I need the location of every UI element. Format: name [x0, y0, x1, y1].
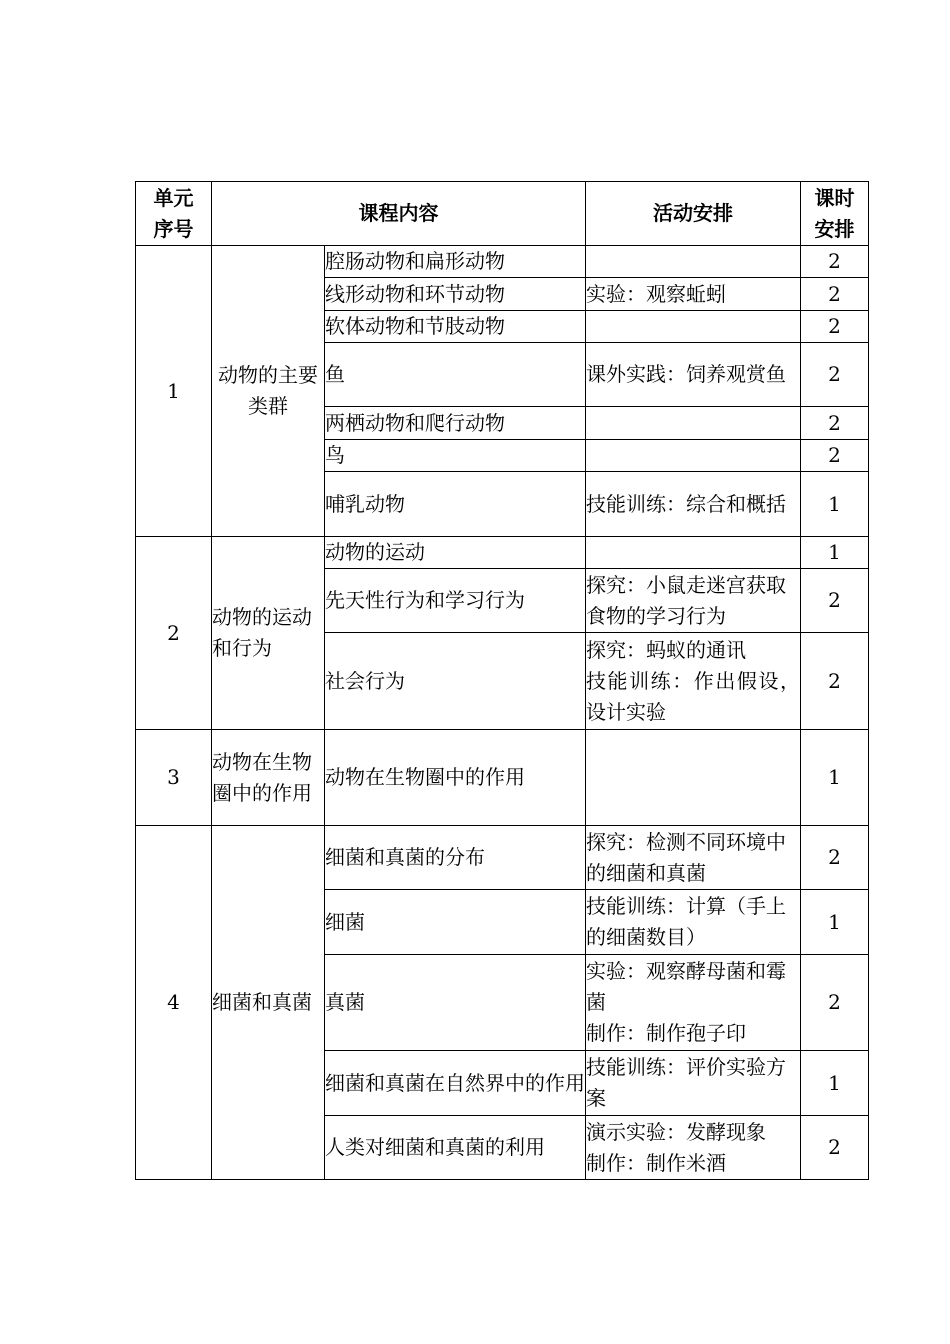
activity-text: 探究：检测不同环境中的细菌和真菌 [586, 826, 801, 890]
lesson-hours: 2 [801, 826, 869, 890]
lesson-hours: 1 [801, 1051, 869, 1116]
lesson-hours: 1 [801, 890, 869, 955]
table-row [136, 730, 869, 826]
activity-text: 探究：蚂蚁的通讯 技能训练：作出假设，设计实验 [586, 633, 801, 730]
lesson-title: 软体动物和节肢动物 [325, 311, 586, 343]
lesson-title: 先天性行为和学习行为 [325, 569, 586, 633]
activity-text: 实验：观察蚯蚓 [586, 278, 801, 311]
activity-text [586, 440, 801, 472]
activity-text: 实验：观察酵母菌和霉菌 制作：制作孢子印 [586, 955, 801, 1051]
lesson-title: 真菌 [325, 955, 586, 1051]
lesson-title: 鱼 [325, 343, 586, 407]
activity-text: 课外实践：饲养观赏鱼 [586, 343, 801, 407]
unit-number: 2 [136, 537, 212, 730]
lesson-title: 细菌 [325, 890, 586, 955]
table-row [136, 537, 869, 569]
lesson-title: 动物在生物圈中的作用 [325, 730, 586, 826]
unit-name: 动物的主要类群 [212, 246, 325, 537]
header-unit-no: 单元序号 [136, 182, 212, 246]
activity-text [586, 246, 801, 278]
lesson-title: 细菌和真菌的分布 [325, 826, 586, 890]
unit-number: 4 [136, 826, 212, 1180]
lesson-hours: 2 [801, 955, 869, 1051]
header-hours: 课时安排 [801, 182, 869, 246]
lesson-hours: 2 [801, 246, 869, 278]
lesson-title: 腔肠动物和扁形动物 [325, 246, 586, 278]
table-row [136, 246, 869, 278]
lesson-hours: 2 [801, 633, 869, 730]
header-row [136, 182, 869, 246]
lesson-title: 哺乳动物 [325, 472, 586, 537]
lesson-hours: 2 [801, 440, 869, 472]
lesson-title: 两栖动物和爬行动物 [325, 407, 586, 440]
activity-text: 技能训练：计算（手上的细菌数目） [586, 890, 801, 955]
lesson-hours: 2 [801, 311, 869, 343]
unit-name: 细菌和真菌 [212, 826, 325, 1180]
activity-text: 演示实验：发酵现象 制作：制作米酒 [586, 1116, 801, 1180]
lesson-hours: 2 [801, 343, 869, 407]
lesson-title: 动物的运动 [325, 537, 586, 569]
table-row [136, 826, 869, 890]
unit-name: 动物的运动和行为 [212, 537, 325, 730]
lesson-title: 细菌和真菌在自然界中的作用 [325, 1051, 586, 1116]
lesson-title: 人类对细菌和真菌的利用 [325, 1116, 586, 1180]
activity-text [586, 407, 801, 440]
activity-text: 探究：小鼠走迷宫获取食物的学习行为 [586, 569, 801, 633]
header-activity: 活动安排 [586, 182, 801, 246]
lesson-title: 线形动物和环节动物 [325, 278, 586, 311]
lesson-hours: 2 [801, 569, 869, 633]
lesson-hours: 2 [801, 407, 869, 440]
lesson-hours: 1 [801, 472, 869, 537]
lesson-hours: 2 [801, 278, 869, 311]
lesson-hours: 1 [801, 730, 869, 826]
unit-number: 3 [136, 730, 212, 826]
header-content: 课程内容 [212, 182, 586, 246]
activity-text [586, 730, 801, 826]
lesson-hours: 1 [801, 537, 869, 569]
lesson-title: 鸟 [325, 440, 586, 472]
activity-text [586, 311, 801, 343]
activity-text: 技能训练：综合和概括 [586, 472, 801, 537]
activity-text: 技能训练：评价实验方案 [586, 1051, 801, 1116]
course-schedule-table [135, 181, 869, 1180]
activity-text [586, 537, 801, 569]
unit-name: 动物在生物圈中的作用 [212, 730, 325, 826]
lesson-title: 社会行为 [325, 633, 586, 730]
lesson-hours: 2 [801, 1116, 869, 1180]
unit-number: 1 [136, 246, 212, 537]
